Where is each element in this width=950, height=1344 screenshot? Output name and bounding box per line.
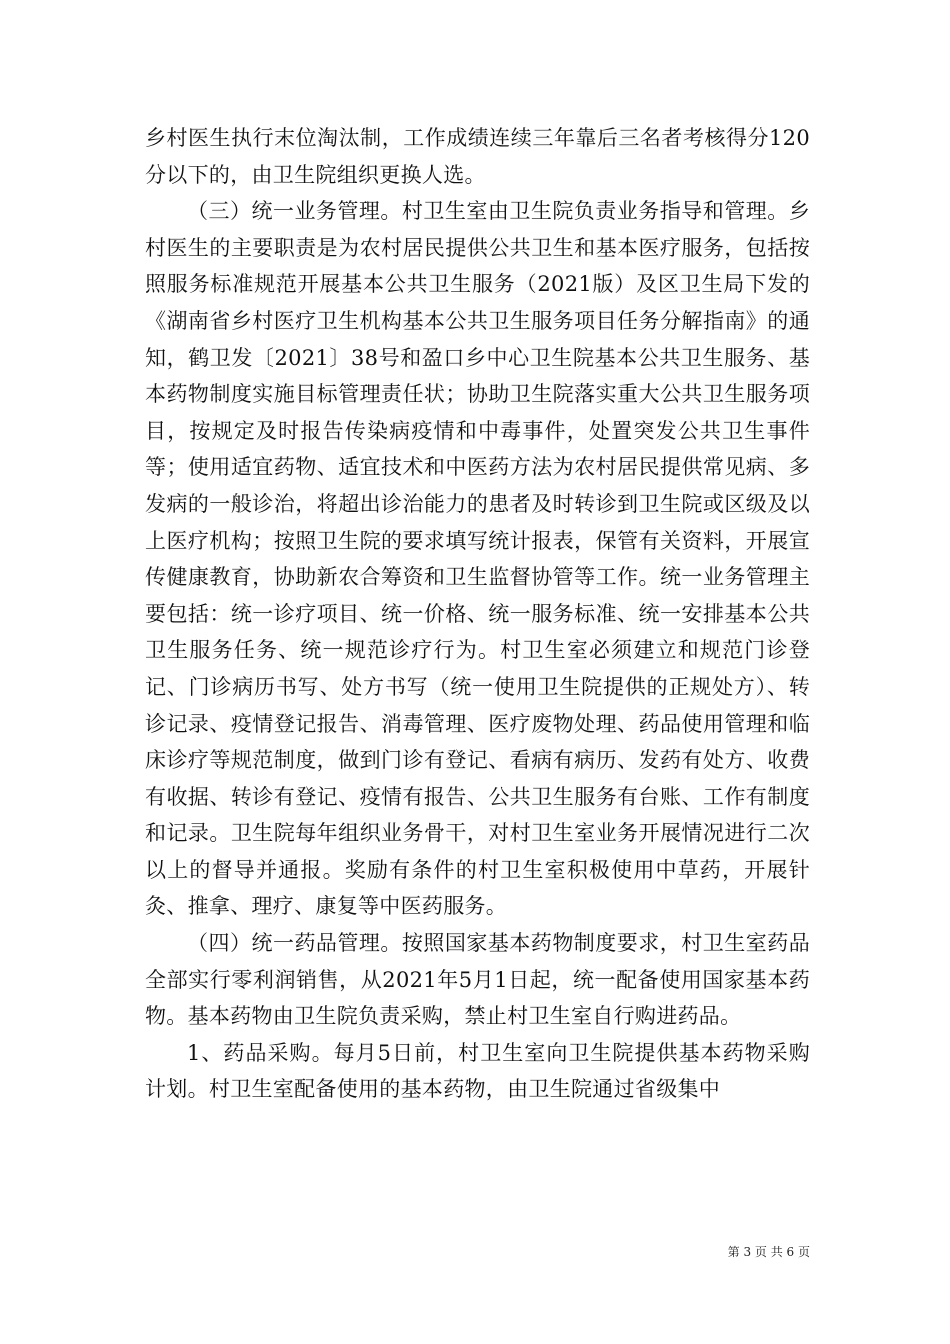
paragraph-business-management: （三）统一业务管理。村卫生室由卫生院负责业务指导和管理。乡村医生的主要职责是为农村居民提供公共卫生和基本医疗服务，包括按照服务标准规范开展基本公共卫生服务（2021版）及区卫生局下发的《湖南省乡村医疗卫生机构基本公共卫生服务项目任务分解指南》的通知，鹤卫发〔2021〕38号和盈口乡中心卫生院基本公共卫生服务、基本药物制度实施目标管理责任状；协助卫生院落实重大公共卫生服务项目，按规定及时报告传染病疫情和中毒事件，处置突发公共卫生事件等；使用适宜药物、适宜技术和中医药方法为农村居民提供常见病、多发病的一般诊治，将超出诊治能力的患者及时转诊到卫生院或区级及以上医疗机构；按照卫生院的要求填写统计报表，保管有关资料，开展宣传健康教育，协助新农合筹资和卫生监督协管等工作。统一业务管理主要包括：统一诊疗项目、统一价格、统一服务标准、统一安排基本公共卫生服务任务、统一规范诊疗行为。村卫生室必须建立和规范门诊登记、门诊病历书写、处方书写（统一使用卫生院提供的正规处方）、转诊记录、疫情登记报告、消毒管理、医疗废物处理、药品使用管理和临床诊疗等规范制度，做到门诊有登记、看病有病历、发药有处方、收费有收据、转诊有登记、疫情有报告、公共卫生服务有台账、工作有制度和记录。卫生院每年组织业务骨干，对村卫生室业务开展情况进行二次以上的督导并通报。奖励有条件的村卫生室积极使用中草药，开展针灸、推拿、理疗、康复等中医药服务。 (145, 199, 810, 919)
paragraph-drug-management: （四）统一药品管理。按照国家基本药物制度要求，村卫生室药品全部实行零利润销售，从2021年5月1日起，统一配备使用国家基本药物。基本药物由卫生院负责采购，禁止村卫生室自行购进药品。 (145, 931, 810, 1029)
page-number: 第 3 页 共 6 页 (727, 1245, 810, 1259)
paragraph-drug-procurement: 1、药品采购。每月5日前，村卫生室向卫生院提供基本药物采购计划。村卫生室配备使用的基本药物，由卫生院通过省级集中 (145, 1040, 810, 1102)
paragraph-continuation: 乡村医生执行末位淘汰制，工作成绩连续三年靠后三名者考核得分120分以下的，由卫生院组织更换人选。 (145, 126, 810, 187)
document-body (145, 120, 810, 1108)
